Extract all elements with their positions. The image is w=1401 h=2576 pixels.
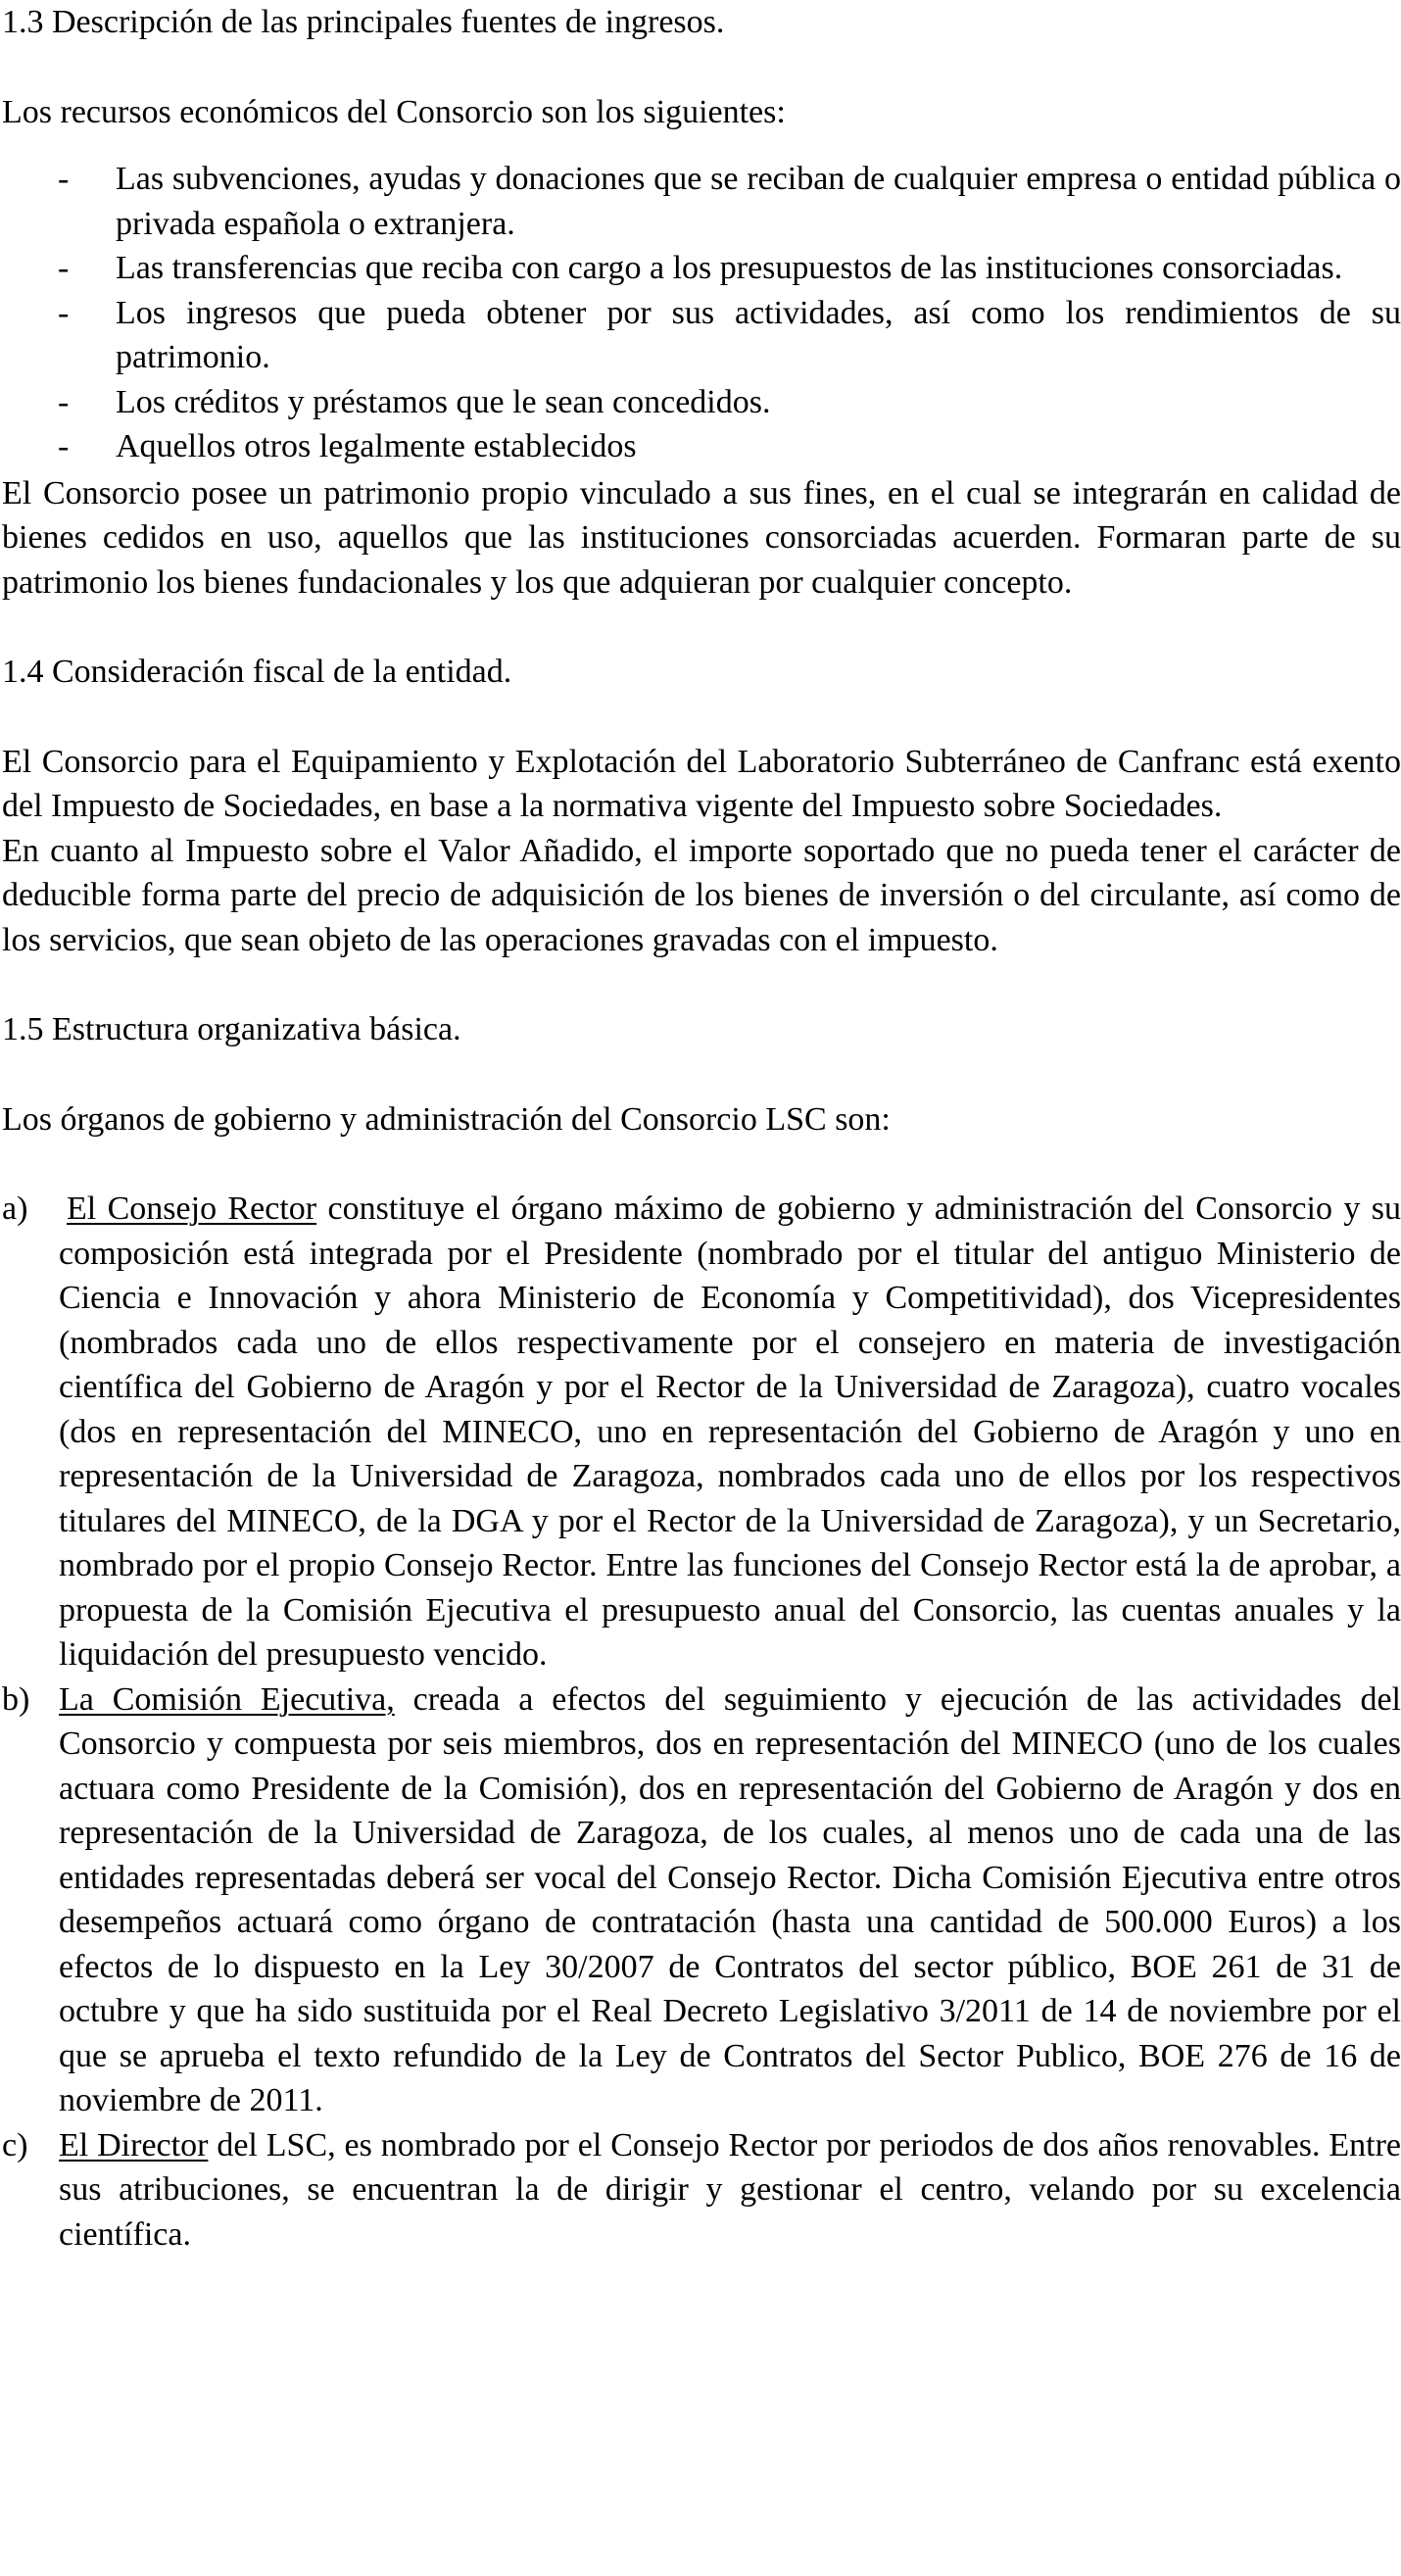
list-item-text: Las transferencias que reciba con cargo a los presupuestos de las instituciones consorciadas. xyxy=(116,250,1343,286)
list-item xyxy=(2,380,1401,425)
section-heading-1-3: 1.3 Descripción de las principales fuentes de ingresos. xyxy=(2,4,725,40)
income-sources-list xyxy=(2,157,1401,469)
list-item-text: Las subvenciones, ayudas y donaciones que se reciban de cualquier empresa o entidad pública o privada española o extranjera. xyxy=(116,161,1401,242)
dash-marker: - xyxy=(58,428,70,464)
body-description: creada a efectos del seguimiento y ejecución de las actividades del Consorcio y compuesta por seis miembros, dos en representación del MINECO (uno de los cuales actuara como Presidente de la Comisión), dos en representación del Gobierno de Aragón y dos en representación de la Universidad de Zaragoza, de los cuales, al menos uno de cada una de las entidades representadas deberá ser vocal del Consejo Rector. Dicha Comisión Ejecutiva entre otros desempeños actuará como órgano de contratación (hasta una cantidad de 500.000 Euros) a los efectos de lo dispuesto en la Ley 30/2007 de Contratos del sector público, BOE 261 de 31 de octubre y que ha sido sustituida por el Real Decreto Legislativo 3/2011 de 14 de noviembre por el que se aprueba el texto refundido de la Ley de Contratos del Sector Publico, BOE 276 de 16 de noviembre de 2011. xyxy=(59,1680,1401,2118)
body-description: del LSC, es nombrado por el Consejo Rector por periodos de dos años renovables. Entre sus atribuciones, se encuentran la de dirigir y gestionar el centro, velando por su excelencia científica. xyxy=(59,2126,1401,2253)
governing-body-consejo-rector xyxy=(2,1187,1401,1677)
list-item-text: Aquellos otros legalmente establecidos xyxy=(116,428,637,464)
dash-marker: - xyxy=(58,250,70,286)
vat-paragraph: En cuanto al Impuesto sobre el Valor Añadido, el importe soportado que no pueda tener el carácter de deducible forma parte del precio de adquisición de los bienes de inversión o del circulante, así como de los servicios, que sean objeto de las operaciones gravadas con el impuesto. xyxy=(2,832,1401,958)
list-item xyxy=(2,291,1401,380)
list-item xyxy=(2,157,1401,246)
section-heading-1-5: 1.5 Estructura organizativa básica. xyxy=(2,1011,461,1047)
body-title: El Consejo Rector xyxy=(67,1191,317,1227)
list-item-text: Los ingresos que pueda obtener por sus actividades, así como los rendimientos de su patrimonio. xyxy=(116,294,1401,375)
list-item xyxy=(2,246,1401,291)
body-title: La Comisión Ejecutiva, xyxy=(59,1680,395,1718)
item-marker: b) xyxy=(2,1680,30,1718)
dash-marker: - xyxy=(58,161,70,197)
list-item xyxy=(2,424,1401,469)
governance-intro: Los órganos de gobierno y administración del Consorcio LSC son: xyxy=(2,1100,891,1138)
body-description: constituye el órgano máximo de gobierno y administración del Consorcio y su composición está integrada por el Presidente (nombrado por el titular del antiguo Ministerio de Ciencia e Innovación y ahora Ministerio de Economía y Competitividad), dos Vicepresidentes (nombrados cada uno de ellos respectivamente por el consejero en materia de investigación científica del Gobierno de Aragón y por el Rector de la Universidad de Zaragoza), cuatro vocales (dos en representación del MINECO, uno en representación del Gobierno de Aragón y uno en representación de la Universidad de Zaragoza, nombrados cada uno de ellos por los respectivos titulares del MINECO, de la DGA y por el Rector de la Universidad de Zaragoza), y un Secretario, nombrado por el propio Consejo Rector. Entre las funciones del Consejo Rector está la de aprobar, a propuesta de la Comisión Ejecutiva el presupuesto anual del Consorcio, las cuentas anuales y la liquidación del presupuesto vencido. xyxy=(59,1191,1401,1673)
item-marker: a) xyxy=(2,1191,28,1227)
patrimony-paragraph: El Consorcio posee un patrimonio propio vinculado a sus fines, en el cual se integrarán en calidad de bienes cedidos en uso, aquellos que las instituciones consorciadas acuerden. Formaran parte de su patrimonio los bienes fundacionales y los que adquieran por cualquier concepto. xyxy=(2,474,1401,601)
governing-body-comision-ejecutiva xyxy=(2,1677,1401,2123)
section-heading-1-4: 1.4 Consideración fiscal de la entidad. xyxy=(2,654,512,690)
body-title: El Director xyxy=(59,2126,209,2163)
tax-exemption-paragraph: El Consorcio para el Equipamiento y Explotación del Laboratorio Subterráneo de Canfranc está exento del Impuesto de Sociedades, en base a la normativa vigente del Impuesto sobre Sociedades. xyxy=(2,743,1401,824)
dash-marker: - xyxy=(58,383,70,420)
list-item-text: Los créditos y préstamos que le sean concedidos. xyxy=(116,383,771,420)
item-marker: c) xyxy=(2,2126,28,2163)
income-intro: Los recursos económicos del Consorcio son los siguientes: xyxy=(2,93,786,130)
governing-body-director xyxy=(2,2123,1401,2258)
dash-marker: - xyxy=(58,294,70,331)
